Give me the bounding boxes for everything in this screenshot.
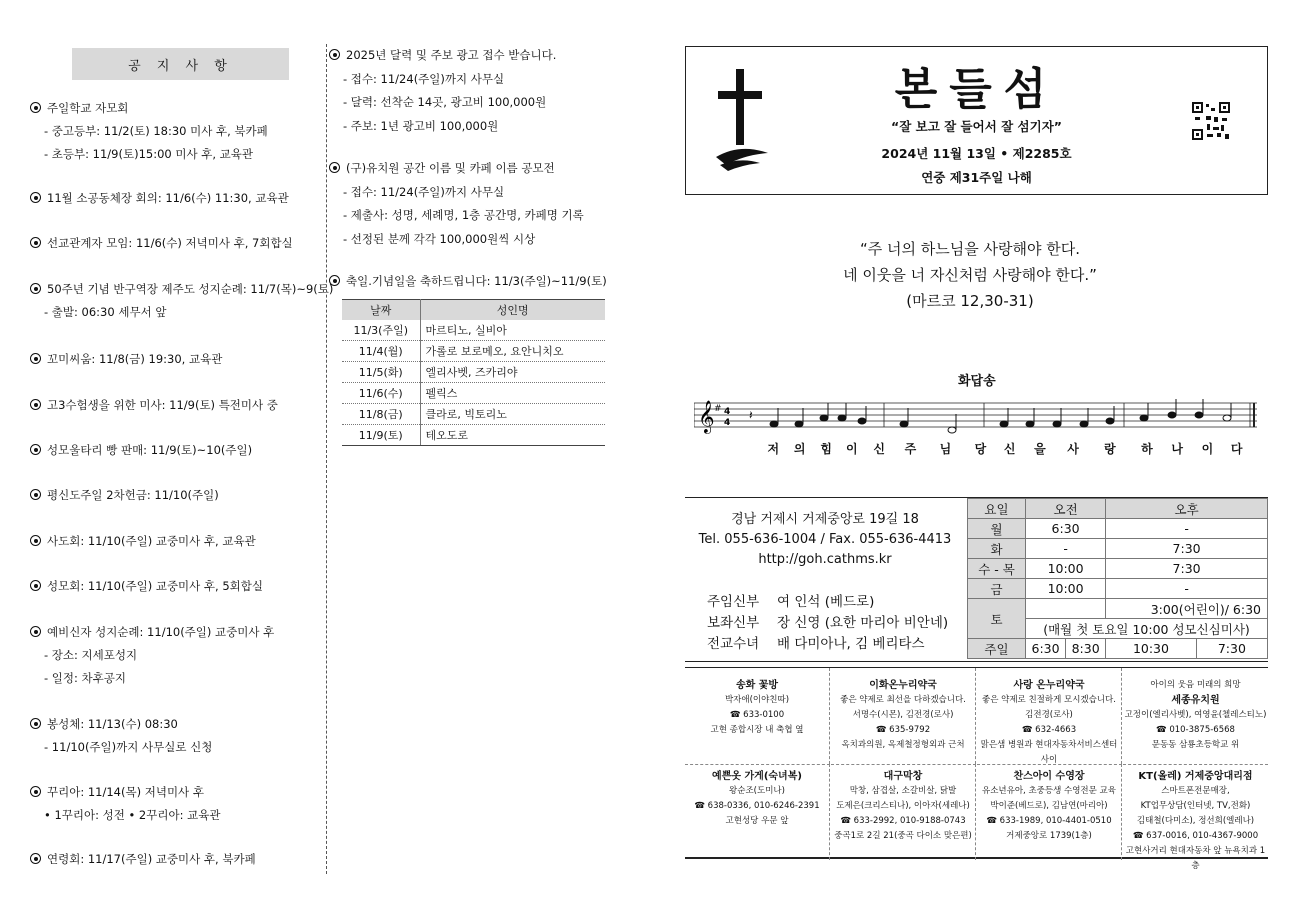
lyric-syllable: 사 bbox=[1067, 442, 1079, 456]
schedule-pm: 3:00(어린이)/ 6:30 bbox=[1106, 599, 1268, 619]
announcement-block bbox=[329, 270, 607, 294]
ad-line: ☎ 010-3875-6568 bbox=[1156, 725, 1235, 735]
lyric-syllable: 이 bbox=[845, 442, 858, 456]
lyric-syllable: 저 bbox=[767, 442, 780, 456]
ad-name: 찬스아이 수영장 bbox=[1013, 771, 1085, 782]
scripture-quote bbox=[700, 236, 1240, 314]
announcement-block bbox=[329, 44, 556, 138]
ad-line: 맑은샘 병원과 현대자동차서비스센터 사이 bbox=[980, 740, 1118, 765]
schedule-note: (매월 첫 토요일 10:00 성모신심미사) bbox=[1026, 619, 1268, 639]
music-staff bbox=[694, 395, 1257, 440]
schedule-header-am: 오전 bbox=[1026, 499, 1106, 519]
notice-item bbox=[30, 621, 274, 690]
hymn-lyrics bbox=[760, 440, 1250, 457]
notice-item bbox=[30, 187, 289, 210]
clergy-role: 주임신부 bbox=[707, 594, 760, 610]
schedule-row-sunday bbox=[968, 639, 1268, 659]
notice-title: 봉성체: 11/13(수) 08:30 bbox=[47, 717, 178, 731]
notice-detail: • 1꾸리아: 성전 • 2꾸리아: 교육관 bbox=[44, 808, 221, 822]
clergy-role: 전교수녀 bbox=[707, 636, 760, 652]
notice-title: 고3수험생을 위한 미사: 11/9(토) 특전미사 중 bbox=[47, 398, 278, 412]
bullet-icon bbox=[30, 489, 41, 500]
svg-text:4: 4 bbox=[724, 407, 731, 417]
lyric-syllable: 랑 bbox=[1104, 442, 1116, 456]
notice-item bbox=[30, 439, 252, 462]
announcement-title: 축일.기념일을 축하드립니다: 11/3(주일)~11/9(토) bbox=[346, 274, 607, 288]
clergy-row bbox=[707, 613, 948, 634]
notices-column bbox=[30, 48, 325, 80]
svg-text:#: # bbox=[714, 404, 722, 414]
ad-card bbox=[831, 668, 976, 764]
ad-line: 스마트폰전문매장, bbox=[1161, 786, 1230, 796]
notice-title: 평신도주일 2차헌금: 11/10(주일) bbox=[47, 488, 219, 502]
notice-title: 사도회: 11/10(주일) 교중미사 후, 교육관 bbox=[47, 534, 256, 548]
qr-code-icon bbox=[1192, 102, 1230, 140]
schedule-day: 토 bbox=[968, 599, 1026, 639]
masthead-motto: “잘 보고 잘 들어서 잘 섬기자” bbox=[890, 119, 1062, 134]
feast-saint: 가롤로 보로메오, 요안니치오 bbox=[420, 341, 605, 362]
announcement-detail: - 접수: 11/24(주일)까지 사무실 bbox=[343, 71, 505, 86]
ad-line: ☎ 633-1989, 010-4401-0510 bbox=[986, 816, 1112, 826]
ad-line: ☎ 638-0336, 010-6246-2391 bbox=[694, 801, 820, 811]
feast-row bbox=[342, 383, 605, 404]
announcement-detail: - 제출사: 성명, 세례명, 1층 공간명, 카페명 기록 bbox=[343, 208, 584, 222]
ad-line: 문동동 삼룡초등학교 위 bbox=[1151, 740, 1240, 750]
notice-item bbox=[30, 232, 293, 255]
feast-saint: 테오도로 bbox=[420, 425, 605, 446]
ad-line: ☎ 632-4663 bbox=[1021, 725, 1077, 735]
mass-schedule bbox=[967, 498, 1268, 659]
notice-detail: - 출발: 06:30 세무서 앞 bbox=[44, 305, 167, 319]
announcement-detail: - 선정된 분께 각각 100,000원씩 시상 bbox=[343, 231, 536, 246]
clergy-name: 여 인석 (베드로) bbox=[777, 594, 875, 610]
ad-name: 사랑 온누리약국 bbox=[1013, 680, 1085, 691]
parish-info bbox=[685, 497, 1268, 662]
quote-reference: (마르코 12,30-31) bbox=[906, 292, 1034, 310]
ad-line: 좋은 약제로 최선을 다하겠습니다. bbox=[840, 695, 966, 705]
ad-card bbox=[1123, 668, 1268, 764]
notice-detail: - 중고등부: 11/2(토) 18:30 미사 후, 북카페 bbox=[44, 124, 268, 138]
schedule-pm: - bbox=[1106, 519, 1268, 539]
notice-item bbox=[30, 484, 219, 507]
lyric-syllable: 신 bbox=[873, 442, 885, 456]
ad-line: KT업무상담(인터넷, TV,전화) bbox=[1140, 801, 1251, 811]
announcement-title: (구)유치원 공간 이름 및 카페 이름 공모전 bbox=[346, 161, 555, 175]
svg-text:𝄞: 𝄞 bbox=[698, 400, 715, 433]
clergy-name: 배 다미아나, 김 베리타스 bbox=[777, 636, 925, 652]
notice-detail: - 일정: 차후공지 bbox=[44, 671, 126, 685]
feast-row bbox=[342, 425, 605, 446]
ad-line: 서명수(시몬), 김전경(로사) bbox=[852, 710, 954, 720]
feast-date: 11/9(토) bbox=[342, 425, 420, 446]
schedule-day: 수 - 목 bbox=[968, 559, 1026, 579]
column-divider bbox=[326, 44, 327, 874]
ad-line: 김태철(다미소), 정선희(엘레나) bbox=[1136, 816, 1255, 826]
schedule-sunday-time: 10:30 bbox=[1106, 639, 1197, 659]
lyric-syllable: 당 bbox=[974, 442, 987, 456]
parish-website[interactable]: http://goh.cathms.kr bbox=[758, 552, 892, 567]
ad-line: 도제은(크리스티나), 이아자(세레나) bbox=[836, 801, 970, 811]
ad-line: 거제중앙로 1739(1층) bbox=[1006, 831, 1092, 841]
feast-saint: 펠릭스 bbox=[420, 383, 605, 404]
schedule-day: 금 bbox=[968, 579, 1026, 599]
schedule-sunday-time: 8:30 bbox=[1066, 639, 1106, 659]
feast-saint: 마르티노, 실비아 bbox=[420, 320, 605, 341]
ad-card bbox=[685, 668, 830, 764]
clergy-name: 장 신영 (요한 마리아 비안네) bbox=[777, 615, 949, 631]
lyric-syllable: 이 bbox=[1201, 442, 1214, 456]
ad-line: 고정이(엘리사벳), 여영윤(첼레스티노) bbox=[1124, 710, 1267, 720]
notice-detail: - 초등부: 11/9(토)15:00 미사 후, 교육관 bbox=[44, 147, 253, 161]
schedule-sunday-time: 7:30 bbox=[1196, 639, 1267, 659]
schedule-sunday-time: 6:30 bbox=[1026, 639, 1066, 659]
ad-line: 고현성당 우문 앞 bbox=[725, 816, 789, 826]
ad-line: 옥치과의원, 옥제철정형외과 근처 bbox=[841, 740, 965, 750]
notice-item bbox=[30, 530, 256, 553]
feast-row bbox=[342, 320, 605, 341]
schedule-row bbox=[968, 559, 1268, 579]
ad-line: 고현 종합시장 내 축협 옆 bbox=[710, 725, 804, 735]
bullet-icon bbox=[30, 283, 41, 294]
announcement-block bbox=[329, 157, 584, 251]
ad-line: ☎ 633-0100 bbox=[729, 710, 785, 720]
ad-line: 아이의 웃음 미래의 희망 bbox=[1150, 680, 1241, 690]
notice-item bbox=[30, 348, 222, 371]
announcement-detail: - 접수: 11/24(주일)까지 사무실 bbox=[343, 184, 505, 199]
bullet-icon bbox=[30, 786, 41, 797]
ad-name: 세종유치원 bbox=[1171, 695, 1220, 706]
ad-name: 예쁜옷 가게(숙녀복) bbox=[712, 771, 802, 782]
notice-item bbox=[30, 713, 212, 759]
ad-card bbox=[1123, 764, 1268, 871]
schedule-header-day: 요일 bbox=[968, 499, 1026, 519]
feast-saint: 엘리사벳, 즈카리야 bbox=[420, 362, 605, 383]
ad-line: 중곡1로 2길 21(중곡 다이소 맞은편) bbox=[834, 831, 972, 841]
notice-item bbox=[30, 97, 268, 166]
notice-title: 꾸리아: 11/14(목) 저녁미사 후 bbox=[47, 785, 204, 799]
clergy-row bbox=[707, 592, 948, 613]
clergy-role: 보좌신부 bbox=[707, 615, 760, 631]
bullet-icon bbox=[30, 853, 41, 864]
feast-date: 11/3(주일) bbox=[342, 320, 420, 341]
notice-item bbox=[30, 278, 333, 324]
notice-title: 성모울타리 빵 판매: 11/9(토)~10(주일) bbox=[47, 443, 253, 457]
lyric-syllable: 님 bbox=[939, 442, 952, 456]
ad-line: 박이준(베드로), 김남연(마리아) bbox=[990, 801, 1108, 811]
notice-title: 50주년 기념 반구역장 제주도 성지순례: 11/7(목)~9(토) bbox=[47, 282, 334, 296]
bullet-icon bbox=[329, 49, 340, 60]
notice-title: 예비신자 성지순례: 11/10(주일) 교중미사 후 bbox=[47, 625, 275, 639]
schedule-header-pm: 오후 bbox=[1106, 499, 1268, 519]
feast-row bbox=[342, 404, 605, 425]
schedule-row bbox=[968, 539, 1268, 559]
bullet-icon bbox=[329, 162, 340, 173]
announcement-detail: - 달력: 선착순 14곳, 광고비 100,000원 bbox=[343, 95, 547, 109]
notice-item bbox=[30, 781, 220, 827]
ad-line: 김전경(로사) bbox=[1025, 710, 1073, 720]
ad-name: 대구막창 bbox=[883, 771, 923, 782]
ad-name: 이화온누리약국 bbox=[869, 680, 937, 691]
bullet-icon bbox=[30, 580, 41, 591]
ad-line: 막창, 삼겹살, 소갈비살, 닭발 bbox=[849, 786, 957, 796]
lyric-syllable: 힘 bbox=[820, 442, 832, 456]
ad-card bbox=[977, 764, 1122, 860]
bullet-icon bbox=[30, 353, 41, 364]
feast-date: 11/8(금) bbox=[342, 404, 420, 425]
ad-card bbox=[831, 764, 976, 860]
bullet-icon bbox=[30, 192, 41, 203]
ad-line: 고현사거리 현대자동차 앞 뉴욕치과 1층 bbox=[1125, 846, 1266, 871]
announcement-detail: - 주보: 1년 광고비 100,000원 bbox=[343, 118, 499, 133]
ad-line: 유소년유아, 초중등생 수영전문 교육 bbox=[982, 786, 1116, 796]
schedule-am bbox=[1026, 599, 1106, 619]
notice-item bbox=[30, 394, 278, 417]
quote-line-1: “주 너의 하느님을 사랑해야 한다. bbox=[860, 240, 1080, 258]
ad-line: ☎ 635-9792 bbox=[875, 725, 931, 735]
ad-line: ☎ 633-2992, 010-9188-0743 bbox=[840, 816, 966, 826]
bullet-icon bbox=[30, 399, 41, 410]
parish-address: 경남 거제시 거제중앙로 19길 18 bbox=[731, 512, 919, 527]
lyric-syllable: 의 bbox=[793, 442, 806, 456]
lyric-syllable: 주 bbox=[904, 442, 917, 456]
schedule-pm: - bbox=[1106, 579, 1268, 599]
lyric-syllable: 신 bbox=[1003, 442, 1016, 456]
ad-line: 좋은 약제로 친절하게 모시겠습니다. bbox=[982, 695, 1116, 705]
notices-header: 공 지 사 항 bbox=[72, 48, 289, 80]
bullet-icon bbox=[30, 718, 41, 729]
svg-text:𝄽: 𝄽 bbox=[749, 408, 753, 422]
announcement-title: 2025년 달력 및 주보 광고 접수 받습니다. bbox=[346, 48, 557, 62]
feast-header-saint: 성인명 bbox=[420, 300, 605, 320]
schedule-am: 10:00 bbox=[1026, 559, 1106, 579]
feast-date: 11/6(수) bbox=[342, 383, 420, 404]
notice-detail: - 11/10(주일)까지 사무실로 신청 bbox=[44, 740, 213, 754]
advertisements bbox=[685, 667, 1268, 871]
feast-saint: 클라로, 빅토리노 bbox=[420, 404, 605, 425]
clergy-row bbox=[707, 634, 948, 655]
notice-title: 꼬미씨움: 11/8(금) 19:30, 교육관 bbox=[47, 352, 223, 366]
schedule-day: 화 bbox=[968, 539, 1026, 559]
notice-title: 연령회: 11/17(주일) 교중미사 후, 북카페 bbox=[47, 852, 256, 866]
schedule-pm: 7:30 bbox=[1106, 539, 1268, 559]
bullet-icon bbox=[30, 535, 41, 546]
ad-line: ☎ 637-0016, 010-4367-9000 bbox=[1132, 831, 1259, 841]
lyric-syllable: 다 bbox=[1230, 442, 1243, 456]
ad-card bbox=[977, 668, 1122, 764]
notice-item bbox=[30, 848, 256, 871]
feast-row bbox=[342, 341, 605, 362]
ad-card bbox=[685, 764, 830, 860]
schedule-day: 월 bbox=[968, 519, 1026, 539]
schedule-am: 10:00 bbox=[1026, 579, 1106, 599]
lyric-syllable: 을 bbox=[1034, 442, 1046, 456]
schedule-am: - bbox=[1026, 539, 1106, 559]
notice-title: 성모회: 11/10(주일) 교중미사 후, 5회합실 bbox=[47, 579, 263, 593]
feast-row bbox=[342, 362, 605, 383]
ad-name: KT(올레) 거제중앙대리점 bbox=[1138, 771, 1253, 782]
schedule-day: 주일 bbox=[968, 639, 1026, 659]
ad-line: 왕순조(도미나) bbox=[729, 786, 785, 796]
masthead-date: 2024년 11월 13일 • 제2285호 bbox=[881, 146, 1072, 161]
schedule-am: 6:30 bbox=[1026, 519, 1106, 539]
schedule-row bbox=[968, 579, 1268, 599]
parish-address-block bbox=[685, 510, 965, 570]
bullet-icon bbox=[30, 237, 41, 248]
bullet-icon bbox=[30, 102, 41, 113]
feast-table bbox=[342, 299, 605, 446]
notice-title: 11월 소공동체장 회의: 11/6(수) 11:30, 교육관 bbox=[47, 191, 289, 205]
clergy-list bbox=[707, 592, 948, 655]
masthead bbox=[685, 46, 1268, 195]
quote-line-2: 네 이웃을 너 자신처럼 사랑해야 한다.” bbox=[843, 266, 1097, 284]
hymn-title: 화답송 bbox=[958, 374, 996, 389]
ad-name: 송화 꽃방 bbox=[735, 680, 779, 691]
notice-item bbox=[30, 575, 263, 598]
notice-title: 주일학교 자모회 bbox=[47, 101, 129, 115]
masthead-sunday: 연중 제31주일 나해 bbox=[921, 170, 1032, 185]
notice-detail: - 장소: 지세포성지 bbox=[44, 648, 138, 662]
bullet-icon bbox=[30, 626, 41, 637]
lyric-syllable: 하 bbox=[1141, 442, 1153, 456]
feast-date: 11/4(월) bbox=[342, 341, 420, 362]
bullet-icon bbox=[30, 444, 41, 455]
lyric-syllable: 나 bbox=[1171, 442, 1183, 456]
feast-header-date: 날짜 bbox=[342, 300, 420, 320]
masthead-title: 본들섬 bbox=[894, 64, 1059, 115]
schedule-pm: 7:30 bbox=[1106, 559, 1268, 579]
feast-date: 11/5(화) bbox=[342, 362, 420, 383]
schedule-row-saturday bbox=[968, 599, 1268, 619]
notice-title: 선교관계자 모임: 11/6(수) 저녁미사 후, 7회합실 bbox=[47, 236, 293, 250]
parish-phone: Tel. 055-636-1004 / Fax. 055-636-4413 bbox=[698, 532, 952, 547]
svg-text:4: 4 bbox=[724, 418, 731, 428]
bullet-icon bbox=[329, 275, 340, 286]
schedule-row bbox=[968, 519, 1268, 539]
ad-line: 박자애(이야친따) bbox=[724, 695, 790, 705]
